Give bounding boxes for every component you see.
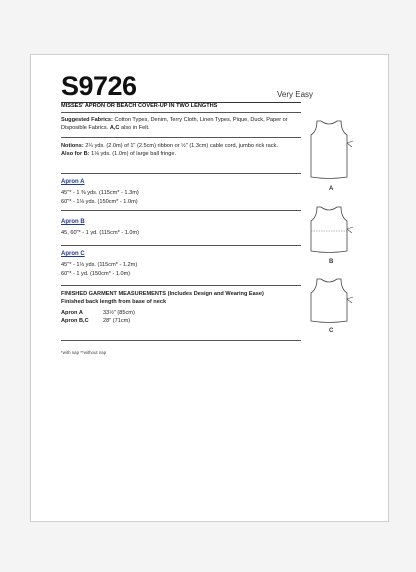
fabrics-label: Suggested Fabrics: — [61, 117, 113, 123]
pattern-title: MISSES' APRON OR BEACH COVER-UP IN TWO LENGTHS — [61, 103, 218, 109]
measurement-label-bc: Apron B,C — [61, 318, 89, 324]
view-a-row-2: 60"* - 1⅛ yds. (150cm* - 1.0m) — [61, 199, 138, 205]
view-c-row-1: 45"* - 1⅓ yds. (115cm* - 1.2m) — [61, 262, 138, 268]
notions-line — [61, 143, 278, 150]
measurement-value-a: 33½" (85cm) — [103, 310, 135, 316]
apron-c-outline-icon — [307, 275, 357, 325]
view-c-heading: Apron C — [61, 251, 85, 257]
measurements-subheading: Finished back length from base of neck — [61, 299, 167, 305]
notions-also-text: 1⅛ yds. (1.0m) of large ball fringe. — [89, 151, 177, 157]
measurement-label-a: Apron A — [61, 310, 83, 316]
sketch-view-b — [307, 203, 357, 255]
sketch-label-a: A — [329, 186, 334, 192]
divider — [61, 285, 301, 286]
view-b-row-1: 45, 60"* - 1 yd. (115cm* - 1.0m) — [61, 230, 140, 236]
fabrics-text-1: Cotton Types, Denim, Terry Cloth, Linen Types, Pique, Duck, Paper or — [112, 117, 288, 123]
view-a-heading: Apron A — [61, 179, 85, 185]
fabrics-text-3: also in Felt. — [119, 125, 150, 131]
apron-a-outline-icon — [307, 117, 357, 181]
sketch-view-c — [307, 275, 357, 325]
view-b-heading: Apron B — [61, 219, 85, 225]
pattern-envelope-back — [30, 54, 389, 522]
fabrics-line-2 — [61, 125, 150, 132]
notions-label: Notions: — [61, 143, 84, 149]
notions-also-label: Also for B: — [61, 151, 90, 157]
pattern-number: S9726 — [61, 71, 137, 101]
notions-text: 2¼ yds. (2.0m) of 1" (2.5cm) ribbon or ½" (1.3cm) cable cord, jumbo rick rack. — [83, 143, 278, 149]
fabrics-views: A,C — [109, 125, 120, 131]
sketch-label-c: C — [329, 328, 334, 334]
measurements-heading: FINISHED GARMENT MEASUREMENTS (Includes Design and Wearing Ease) — [61, 291, 264, 297]
divider — [61, 112, 301, 113]
divider — [61, 173, 301, 174]
measurement-value-bc: 28" (71cm) — [103, 318, 131, 324]
notions-also-line — [61, 151, 176, 158]
fabrics-text-2: Disposible Fabrics. — [61, 125, 110, 131]
sketch-label-b: B — [329, 259, 334, 265]
sketch-view-a — [307, 117, 357, 181]
difficulty-label: Very Easy — [277, 90, 314, 99]
divider — [61, 340, 301, 341]
divider — [61, 137, 301, 138]
divider — [61, 210, 301, 211]
view-c-row-2: 60"* - 1 yd. (150cm* - 1.0m) — [61, 271, 131, 277]
view-a-row-1: 45"* - 1 ⅜ yds. (115cm* - 1.3m) — [61, 190, 139, 196]
apron-b-outline-icon — [307, 203, 357, 255]
fabrics-line-1 — [61, 117, 288, 124]
nap-footnote: *with nap **without nap — [61, 350, 107, 355]
divider — [61, 245, 301, 246]
